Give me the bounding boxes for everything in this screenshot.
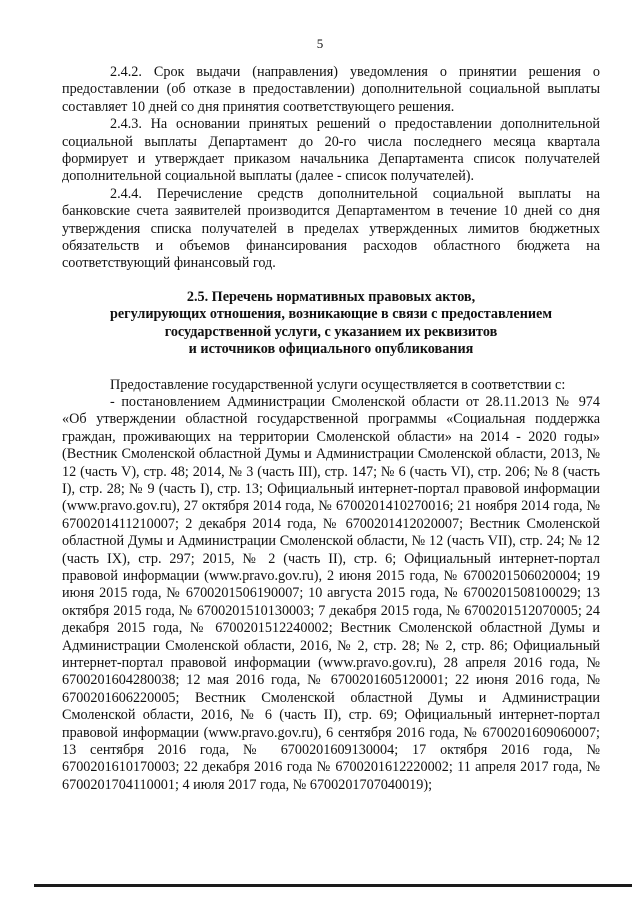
paragraph-intro: Предоставление государственной услуги осуществляется в соответствии с:	[110, 376, 566, 393]
paragraph-2-4-2: 2.4.2. Срок выдачи (направления) уведомления о принятии решения о предоставлении (об отказе в предоставлении) дополнительной социальной выплаты составляет 10 дней со дня принятия соответствующего решения.	[62, 64, 600, 115]
paragraph-2-4-4: 2.4.4. Перечисление средств дополнительной социальной выплаты на банковские счета заявителей производится Департаментом в течение 10 дней со дня утверждения списка получателей в пределах утвержденных лимитов бюджетных обязательств и объемов финансирования расходов областного бюджета на соответствующий финансовый год.	[62, 185, 600, 272]
section-heading-line: и источников официального опубликования	[188, 341, 474, 358]
bottom-divider	[34, 884, 632, 887]
document-body	[62, 64, 600, 794]
section-heading-line: государственной услуги, с указанием их реквизитов	[164, 323, 498, 340]
section-heading-line: регулирующих отношения, возникающие в связи с предоставлением	[109, 306, 552, 323]
paragraph-resolution-974: - постановлением Администрации Смоленской области от 28.11.2013 № 974 «Об утверждении областной государственной программы «Социальная поддержка граждан, проживающих на территории Смоленской области» на 2014 - 2020 годы» (Вестник Смоленской областной Думы и Администрации Смоленской области, 2013, № 12 (часть V), стр. 48; 2014, № 3 (часть III), стр. 147; № 6 (часть VI), стр. 206; № 8 (часть I), стр. 28; № 9 (часть I), стр. 13; Официальный интернет-портал правовой информации (www.pravo.gov.ru), 27 октября 2014 года, № 6700201410270016; 21 ноября 2014 года, № 6700201411210007; 2 декабря 2014 года, № 6700201412020007; Вестник Смоленской областной Думы и Администрации Смоленской области, № 12 (часть VII), стр. 24; № 12 (часть IX), стр. 297; 2015, № 2 (часть II), стр. 6; Официальный интернет-портал правовой информации (www.pravo.gov.ru), 2 июня 2015 года, № 6700201506020004; 19 июня 2015 года, № 6700201506190007; 10 августа 2015 года, № 6700201508100029; 13 октября 2015 года, № 6700201510130003; 7 декабря 2015 года, № 6700201512070005; 24 декабря 2015 года, № 6700201512240002; Вестник Смоленской областной Думы и Администрации Смоленской области, 2016, № 2, стр. 28; № 2, стр. 86; Официальный интернет-портал правовой информации (www.pravo.gov.ru), 28 апреля 2016 года, № 6700201604280038; 12 мая 2016 года, № 6700201605120001; 22 июня 2016 года, № 6700201606220005; Вестник Смоленской областной Думы и Администрации Смоленской области, 2016, № 6 (часть II), стр. 69; Официальный интернет-портал правовой информации (www.pravo.gov.ru), 6 сентября 2016 года, № 6700201609060007; 13 сентября 2016 года, № 6700201609130004; 17 октября 2016 года, № 6700201610170003; 22 декабря 2016 года № 6700201612220002; 11 апреля 2017 года, № 6700201704110001; 4 июля 2017 года, № 6700201707040019);	[62, 393, 600, 793]
page-number: 5	[316, 36, 324, 51]
section-heading-line: 2.5. Перечень нормативных правовых актов,	[186, 288, 476, 305]
paragraph-2-4-3: 2.4.3. На основании принятых решений о предоставлении дополнительной социальной выплаты Департамент до 20-го числа последнего месяца квартала формирует и утверждает приказом начальника Департамента список получателей дополнительной социальной выплаты (далее - список получателей).	[62, 116, 600, 185]
section-heading-2-5	[62, 289, 600, 359]
